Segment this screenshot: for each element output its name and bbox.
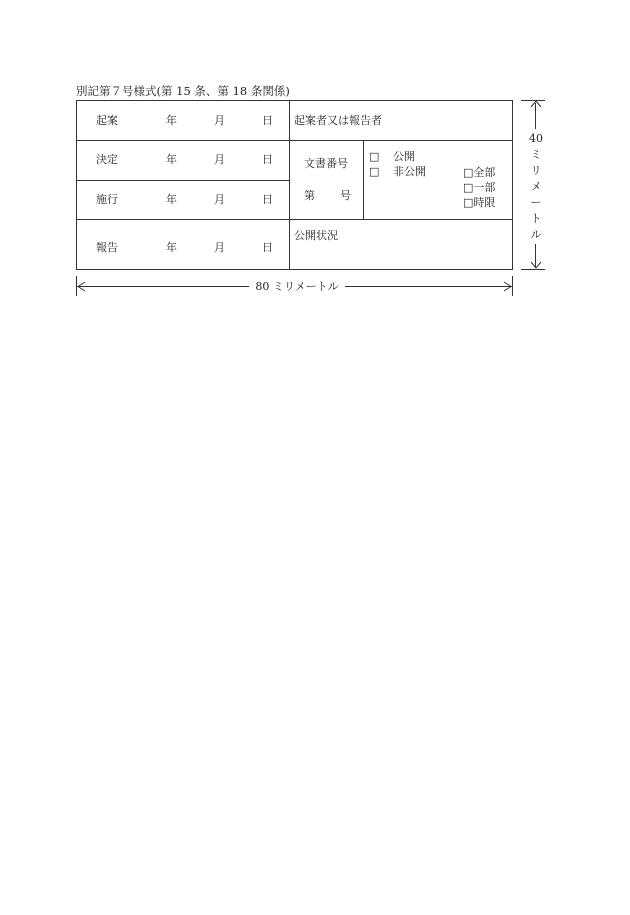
arrow-right-icon: [503, 281, 512, 292]
width-dimension-label: 80 ミリメートル: [249, 280, 345, 294]
row-houkoku-label: 報告: [96, 241, 118, 254]
doc-number-title: 文書番号: [304, 157, 348, 170]
dim-bottom-tick: [521, 269, 545, 270]
row-kian-year: 年: [166, 114, 177, 127]
nonpublic-checkbox[interactable]: □: [369, 165, 380, 178]
row-sekou-month: 月: [214, 193, 225, 206]
row-sekou-year: 年: [166, 193, 177, 206]
row-sekou-label: 施行: [96, 193, 118, 206]
nonpublic-label: 非公開: [393, 165, 426, 178]
dim-right-tick: [512, 276, 513, 296]
row-divider-2: [76, 180, 290, 181]
row-divider-3: [76, 219, 513, 220]
row-houkoku-day: 日: [262, 241, 273, 254]
form-header: 別記第７号様式(第 15 条、第 18 条関係): [76, 84, 290, 98]
public-label: 公開: [393, 150, 415, 163]
row-divider-1: [76, 140, 513, 141]
row-kettei-day: 日: [262, 153, 273, 166]
row-houkoku-month: 月: [214, 241, 225, 254]
option-zenbu[interactable]: □全部: [463, 166, 496, 179]
doc-number-dai: 第: [304, 189, 315, 202]
row-kian-day: 日: [262, 114, 273, 127]
table-border-right: [512, 100, 513, 270]
row-houkoku-year: 年: [166, 241, 177, 254]
row-sekou-day: 日: [262, 193, 273, 206]
doc-number-divider: [363, 140, 364, 220]
arrow-up-icon: [530, 100, 542, 108]
public-checkbox[interactable]: □: [369, 150, 380, 163]
doc-number-gou: 号: [340, 189, 351, 202]
drafter-label: 起案者又は報告者: [294, 114, 382, 127]
table-divider-main: [289, 100, 290, 270]
table-border-left: [76, 100, 77, 270]
row-kian-month: 月: [214, 114, 225, 127]
option-jigen[interactable]: □時限: [463, 196, 496, 209]
height-dimension-label: 40ミリメートル: [529, 132, 543, 241]
table-border-bottom: [76, 269, 513, 270]
table-border-top: [76, 100, 513, 101]
row-kettei-year: 年: [166, 153, 177, 166]
option-ichibu[interactable]: □一部: [463, 181, 496, 194]
arrow-down-icon: [530, 261, 542, 269]
row-kettei-label: 決定: [96, 153, 118, 166]
arrow-left-icon: [77, 281, 86, 292]
row-kian-label: 起案: [96, 114, 118, 127]
disclosure-status-label: 公開状況: [294, 229, 338, 242]
row-kettei-month: 月: [214, 153, 225, 166]
